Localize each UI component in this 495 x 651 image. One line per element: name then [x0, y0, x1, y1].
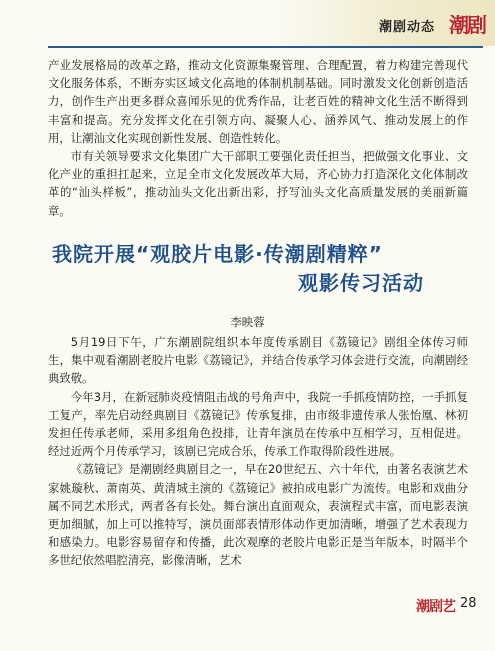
paragraph: 产业发展格局的改革之路，推动文化资源集聚管理、合理配置，着力构建完善现代文化服务体系，不断夯实区域文化高地的体制机制基础。同时激发文化创新创造活力，创作生产出更多群众喜闻乐见的优秀作品，让老百姓的精神文化生活不断得到丰富和提高。充分发挥文化在引领方向、凝聚人心、涵养风气、推动发展上的作用，让潮汕文化实现创新性发展、创造性转化。 — [48, 58, 468, 145]
previous-article-text — [48, 56, 468, 220]
section-name: 潮剧动态 — [378, 20, 435, 35]
article-subtitle: 观影传习活动 — [298, 271, 424, 295]
article-title: 我院开展“观胶片电影·传潮剧精粹” — [52, 242, 383, 266]
page-number: 28 — [460, 596, 477, 611]
seal-logo: 潮剧 — [449, 13, 485, 37]
magazine-logo: 潮剧艺 — [416, 599, 455, 615]
header-rule — [48, 46, 483, 48]
paragraph: 市有关领导要求文化集团广大干部职工要强化责任担当，把做强文化事业、文化产业的重担扛起来，立足全市文化发展改革大局，齐心协力打造深化文化体制改革的“汕头样板”，推动汕头文化出新出彩，抒写汕头文化高质量发展的美丽新篇章。 — [48, 149, 468, 218]
article-body — [48, 333, 468, 570]
paragraph: 《荔镜记》是潮剧经典剧目之一，早在20世纪五、六十年代，由著名表演艺术家姚璇秋、萧南英、黄清城主演的《荔镜记》被拍成电影广为流传。电影和戏曲分属不同艺术形式，两者各有长处。舞台演出直面观众，表演程式丰富，而电影表演更加细腻，加上可以推特写，演员面部表情形体动作更加清晰，增强了艺术表现力和感染力。电影容易留存和传播，此次观摩的老胶片电影正是当年版本，时隔半个多世纪依然唱腔清亮，影像清晰，艺术 — [48, 462, 468, 568]
paragraph: 今年3月，在新冠肺炎疫情阻击战的号角声中，我院一手抓疫情防控，一手抓复工复产，率先启动经典剧目《荔镜记》传承复排，由市级非遗传承人张怡凰、林初发担任传承老师，采用多组角色投排，让青年演员在传承中互相学习，互相促进。经过近两个月传承学习，该剧已完成合乐，传承工作取得阶段性进展。 — [48, 389, 468, 459]
paragraph: 5月19日下午，广东潮剧院组织本年度传承剧目《荔镜记》剧组全体传习师生，集中观看潮剧老胶片电影《荔镜记》，并结合传承学习体会进行交流，向潮剧经典致敬。 — [48, 335, 468, 386]
article-author: 李映蓉 — [230, 315, 265, 329]
